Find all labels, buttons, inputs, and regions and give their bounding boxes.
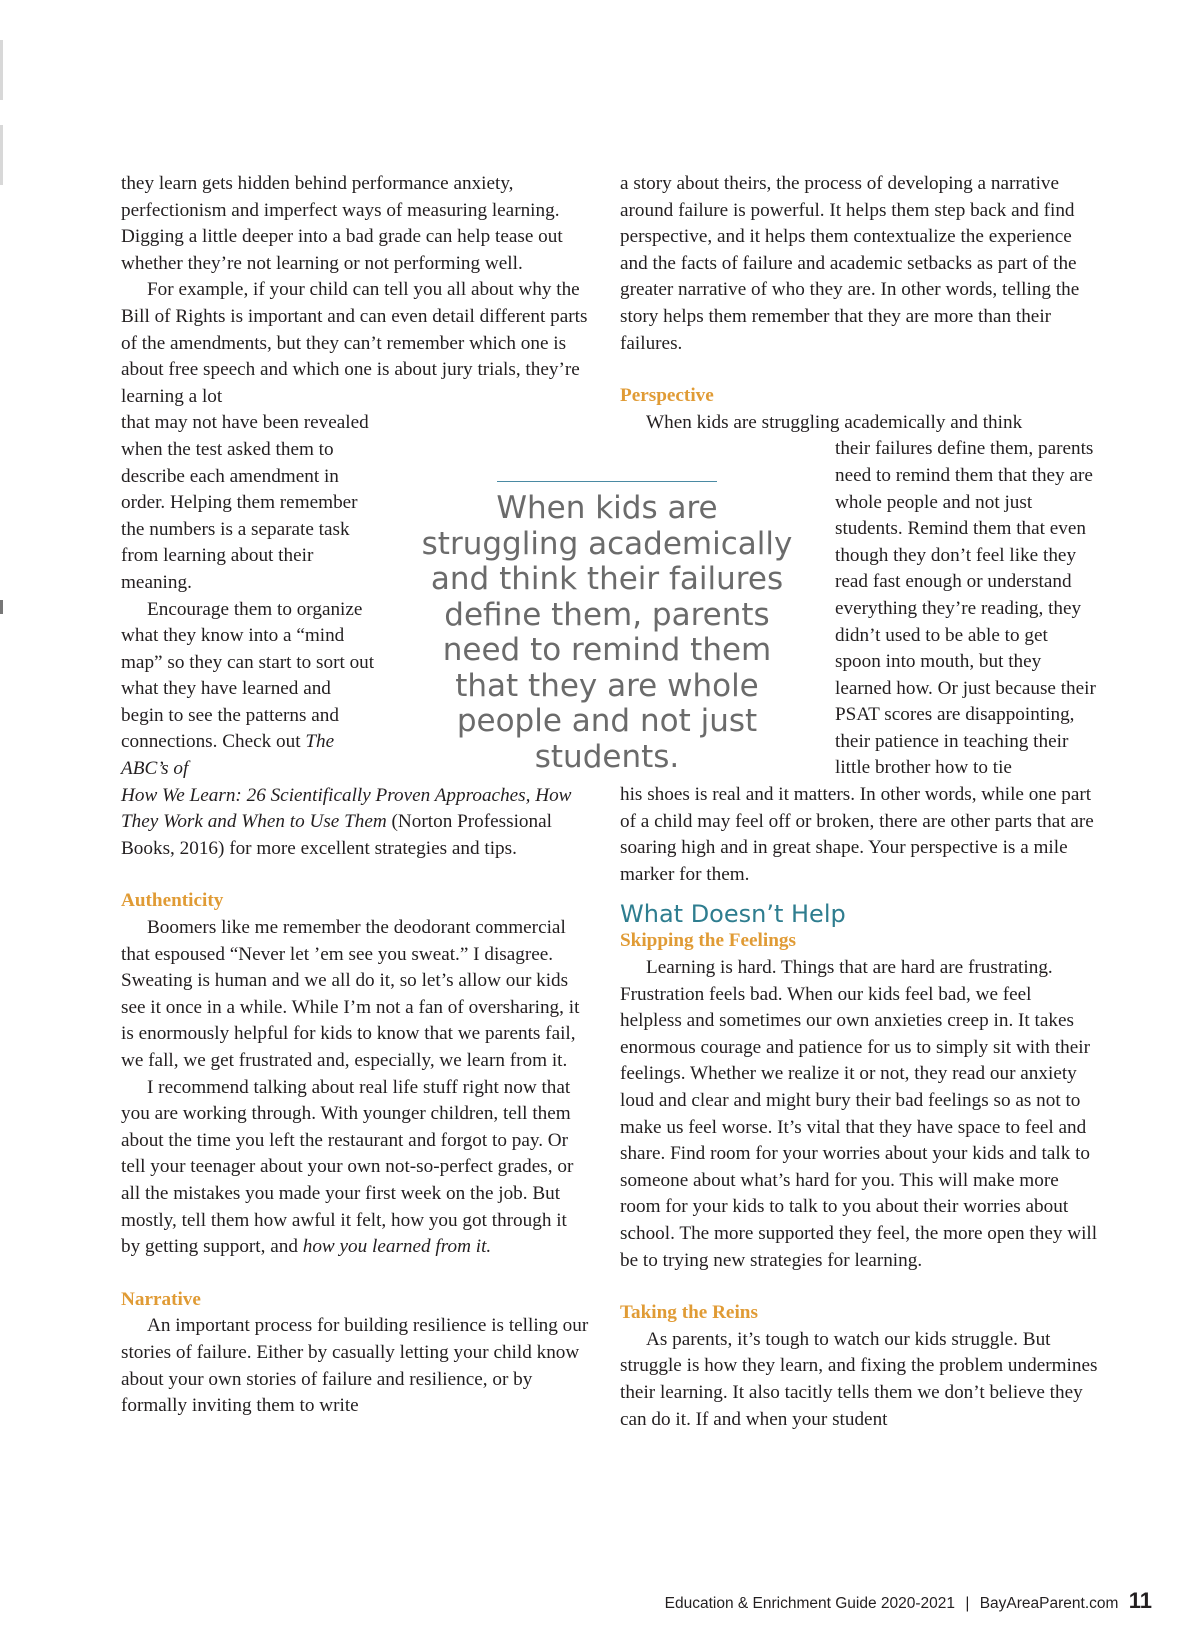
narrative-paragraph-1: An important process for building resilience is telling our stories of failure. Either by casually letting your child know about your own stories of failure and resilience, or by formally inviting them to write: [121, 1315, 589, 1417]
authenticity-paragraph-2-text: I recommend talking about real life stuff right now that you are working through. With younger children, tell them about the time you left the restaurant and forgot to pay. Or tell your teenager about your own not-so-perfect grades, or all the mistakes you made your first week on the job. But mostly, tell them how awful it felt, how you got through it by getting support, and: [121, 1076, 574, 1258]
pullquote: When kids are struggling academically and think their failures define them, parents need to remind them that they are whole people and not just students.: [421, 490, 793, 775]
right-paragraph-1: a story about theirs, the process of developing a narrative around failure is powerful. It helps them step back and find perspective, and it helps them contextualize the experience and the facts of failure and academic setbacks as part of the greater narrative of who they are. In other words, telling the story helps them remember that they are more than their failures.: [620, 173, 1080, 354]
authenticity-italic-phrase: how you learned from it.: [302, 1236, 492, 1258]
page-footer: [665, 1588, 1152, 1614]
left-paragraph-2-top: For example, if your child can tell you all about why the Bill of Rights is important and can even detail different parts of the amendments, but they can’t remember which one is about free speech and which one is about jury trials, they’re learning a lot: [121, 279, 588, 407]
right-narrow-block: [835, 436, 1098, 782]
reins-paragraph-1: As parents, it’s tough to watch our kids struggle. But struggle is how they learn, and fixing the problem undermines their learning. It also tacitly tells them we don’t believe they can do it. If and when your student: [620, 1328, 1098, 1430]
section-heading-taking-reins: Taking the Reins: [620, 1302, 758, 1324]
footer-separator: |: [965, 1595, 970, 1612]
authenticity-paragraph-1: Boomers like me remember the deodorant commercial that espoused “Never let ’em see you sweat.” I disagree. Sweating is human and we all do it, so let’s allow our kids see it once in a while. While I’m not a fan of oversharing, it is enormously helpful for kids to know that we parents fail, we fall, we get frustrated and, especially, we learn from it.: [121, 917, 580, 1071]
section-heading-authenticity: Authenticity: [121, 890, 224, 912]
page-edge-mark: [0, 40, 3, 100]
left-paragraph-1: they learn gets hidden behind performance anxiety, perfectionism and imperfect ways of measuring learning. Digging a little deeper into a bad grade can help tease out whether they’re not learning or not performing well.: [121, 173, 563, 274]
section-heading-skipping-feelings: Skipping the Feelings: [620, 930, 796, 952]
footer-site: BayAreaParent.com: [979, 1595, 1119, 1612]
left-paragraph-3-rest: [121, 783, 589, 863]
left-column: [121, 171, 589, 1420]
section-heading-narrative: Narrative: [121, 1288, 201, 1310]
perspective-narrow: their failures define them, parents need to remind them that they are whole people and not just students. Remind them that even though they don’t feel like they read fast enough or understand everything they’re reading, they didn’t used to be able to get spoon into mouth, but they learned how. Or just because their PSAT scores are disappointing, their patience in teaching their little brother how to tie: [835, 438, 1096, 779]
page-edge-mark: [0, 600, 3, 614]
left-narrow-block: [121, 410, 376, 782]
book-title-part-b: How We Learn: 26 Scientifically Proven Approaches, How They Work and When to Use Them: [121, 784, 572, 833]
skipping-paragraph-1: Learning is hard. Things that are hard are frustrating. Frustration feels bad. When our kids feel bad, we feel helpless and sometimes our own anxieties creep in. It takes enormous courage and patience for us to simply sit with their feelings. Whether we realize it or not, they read our anxiety loud and clear and might bury their bad feelings so as not to make us feel worse. It’s vital that they have space to feel and share. Find room for your worries about your kids and talk to someone about what’s hard for you. This will make more room for your kids to talk to you about their worries about school. The more supported they feel, the more open they will be to trying new strategies for learning.: [620, 957, 1098, 1271]
section-heading-perspective: Perspective: [620, 385, 714, 407]
left-paragraph-3-end: (Norton Professional Books, 2016) for more excellent strategies and tips.: [121, 811, 552, 859]
what-doesnt-help-heading: What Doesn’t Help: [620, 900, 846, 929]
perspective-first-line: When kids are struggling academically and think: [646, 411, 1023, 433]
left-paragraph-3-narrow: [121, 597, 376, 783]
left-paragraph-3-text: Encourage them to organize what they know into a “mind map” so they can start to sort out what they have learned and begin to see the patterns and connections. Check out: [121, 598, 375, 753]
right-column: [620, 171, 1098, 1433]
perspective-rest: his shoes is real and it matters. In other words, while one part of a child may feel off or broken, there are other parts that are soaring high and in great shape. Your perspective is a mile marker for them.: [620, 784, 1094, 885]
book-title-part-a: The ABC’s of: [121, 731, 335, 780]
page-edge-mark: [0, 125, 3, 185]
page-number: 11: [1128, 1588, 1152, 1613]
authenticity-paragraph-2: [121, 1075, 589, 1261]
left-paragraph-2-narrow: that may not have been revealed when the test asked them to describe each amendment in order. Helping them remember the numbers is a separate task from learning about their meaning.: [121, 412, 369, 593]
footer-publication: Education & Enrichment Guide 2020-2021: [664, 1595, 956, 1612]
